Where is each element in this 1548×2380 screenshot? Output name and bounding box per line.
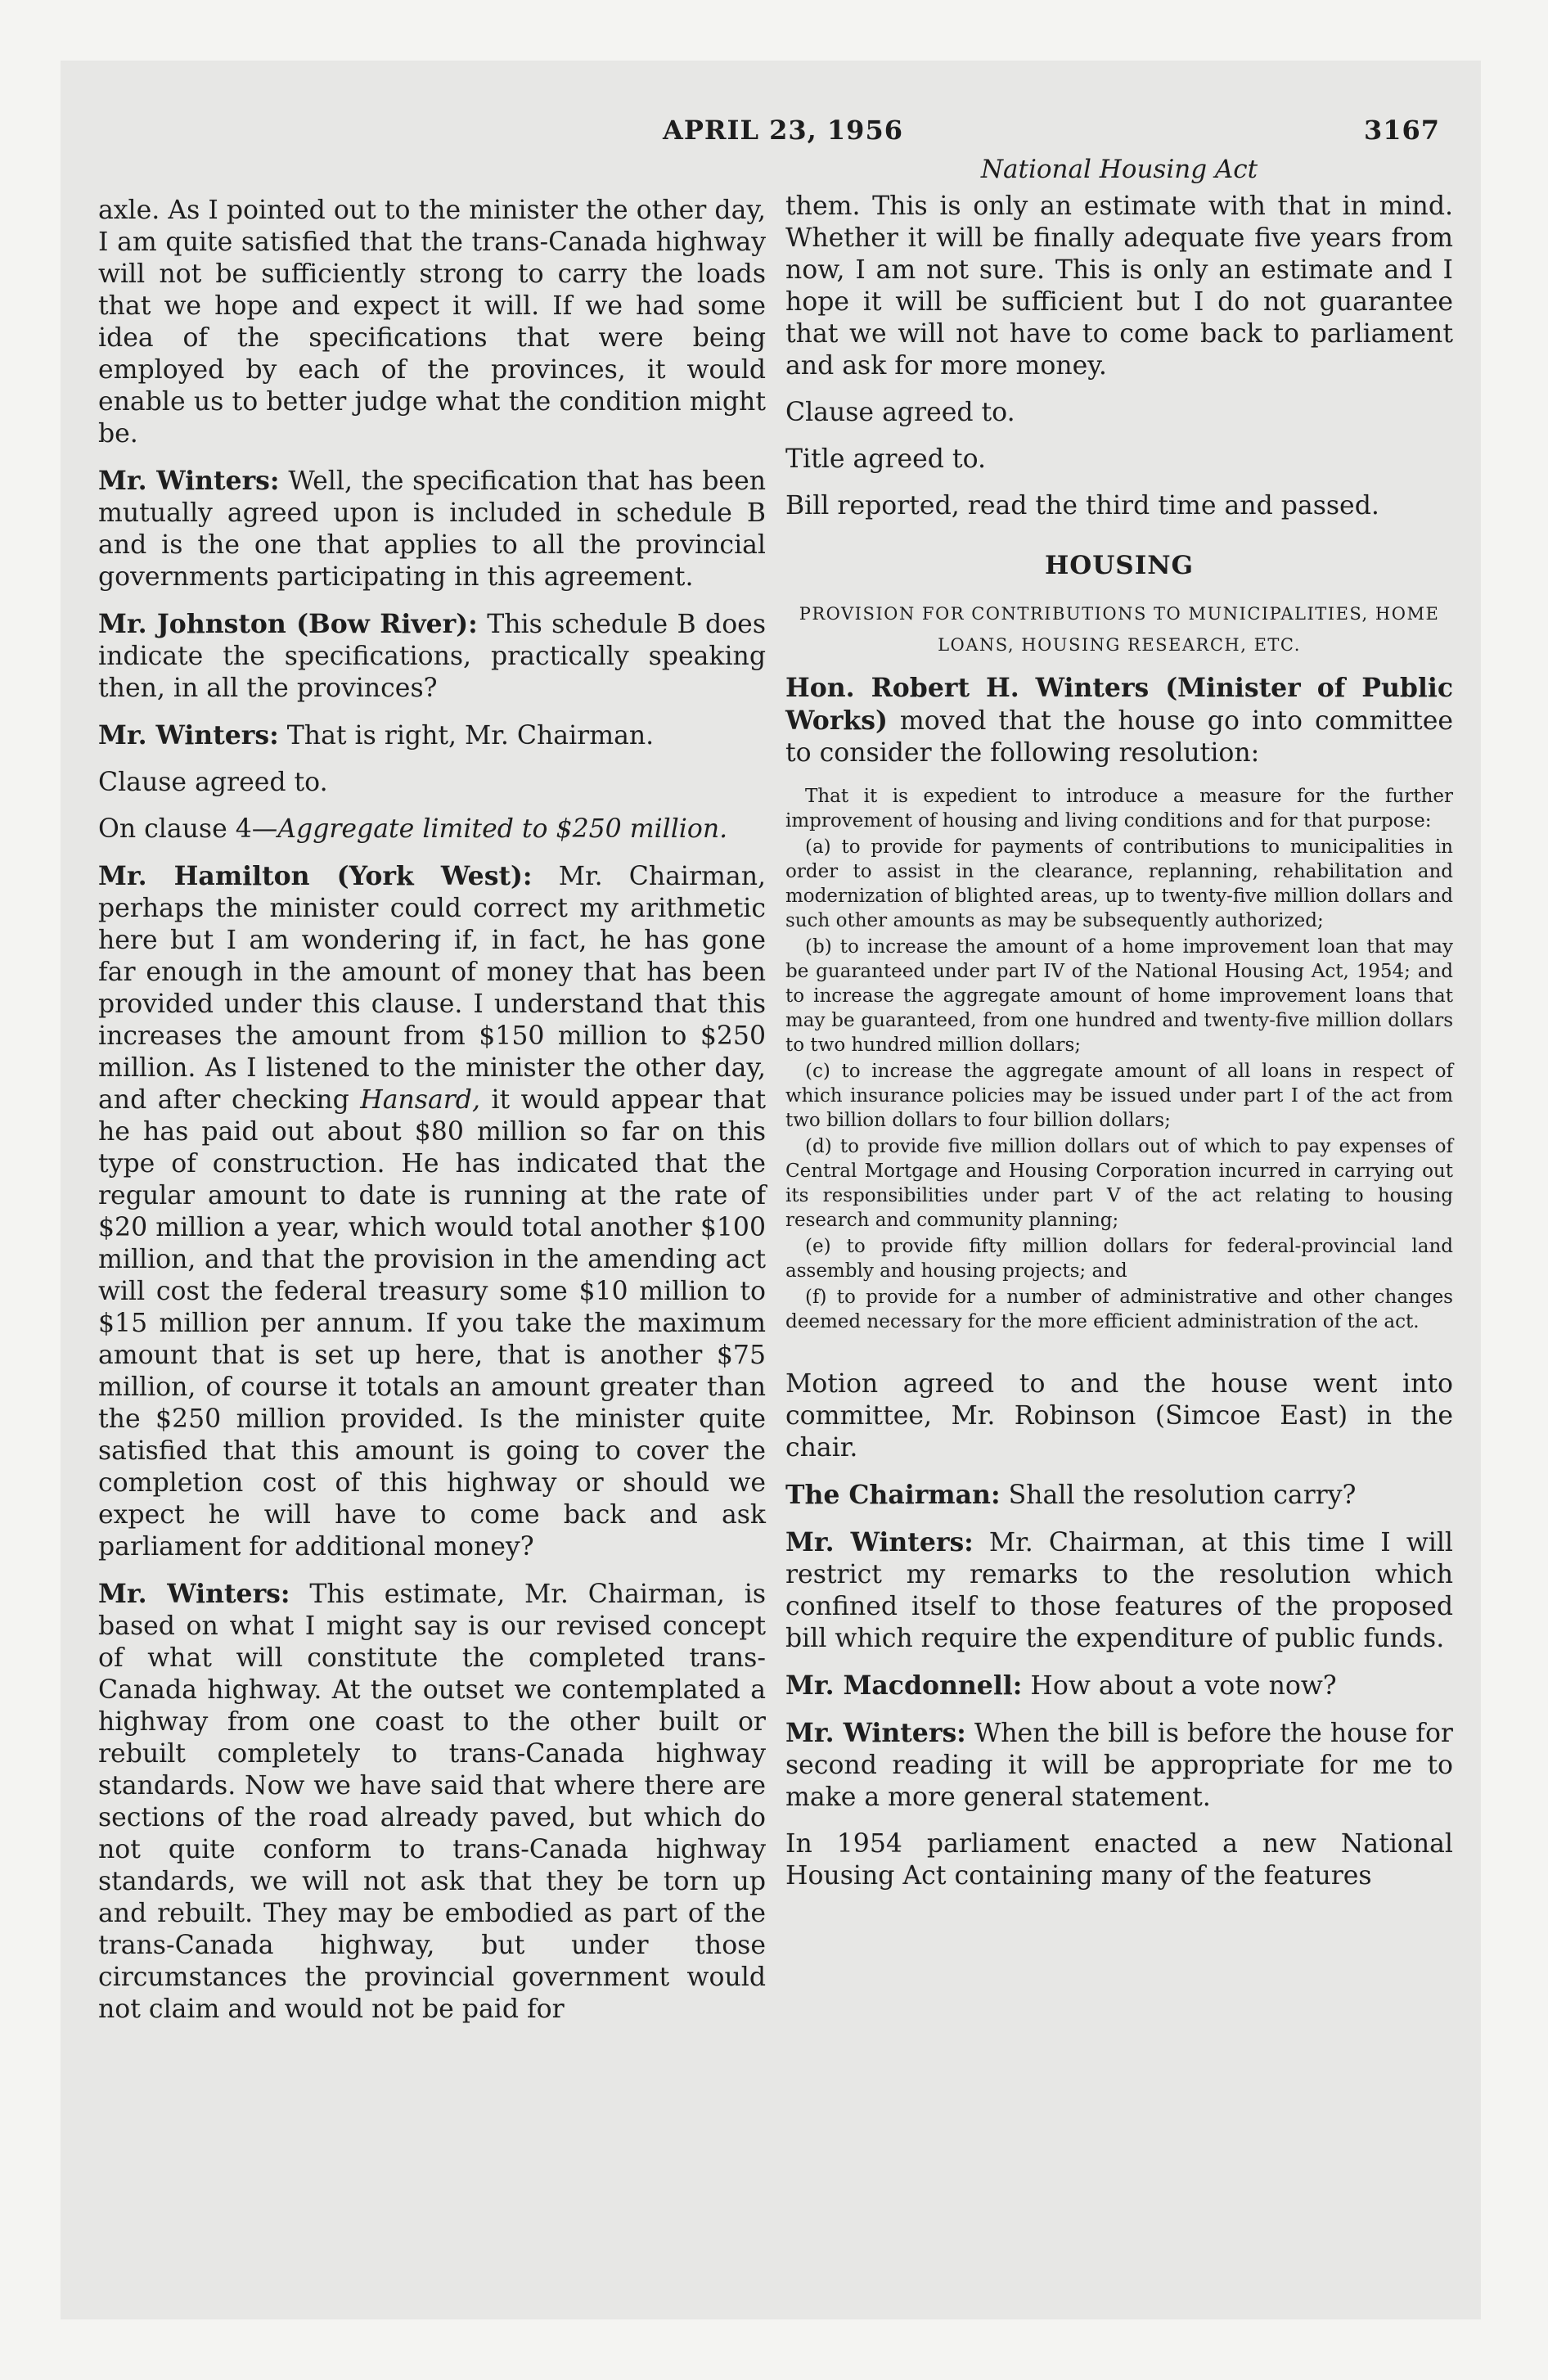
header-date: APRIL 23, 1956 (663, 115, 903, 146)
resolution-item: (a) to provide for payments of contributions to municipalities in order to assist in the clearance, replanning, rehabilitation and modernization of blighted areas, up to twenty-five million dollars and such other amounts as may be subsequently authorized; (785, 836, 1453, 931)
speaker-name: Mr. Winters: (785, 1718, 966, 1748)
section-title: HOUSING (1044, 551, 1195, 580)
paragraph (98, 719, 766, 752)
resolution-item: (e) to provide fifty million dollars for federal-provincial land assembly and housing projects; and (785, 1236, 1453, 1282)
resolution-intro: That it is expedient to introduce a measure for the further improvement of housing and living conditions and for that purpose: (785, 786, 1453, 832)
speech-text: How about a vote now? (1030, 1671, 1337, 1701)
speaker-name: Mr. Winters: (98, 1579, 290, 1609)
speech-text: When the bill is before the house for second reading it will be appropriate for me to make a more general statement. (785, 1719, 1453, 1812)
resolution-item: (f) to provide for a number of administrative and other changes deemed necessary for the more efficient administration of the act. (785, 1287, 1453, 1332)
speech-text: moved that the house go into committee to consider the following resolution: (785, 706, 1453, 768)
clause-heading (98, 814, 766, 845)
speech-text: Shall the resolution carry? (1008, 1481, 1357, 1510)
resolution-item: (c) to increase the aggregate amount of all loans in respect of which insurance policies may be issued under part I of the act from two billion dollars to four billion dollars; (785, 1061, 1453, 1131)
procedural-note: Bill reported, read the third time and passed. (785, 491, 1379, 521)
procedural-note: Clause agreed to. (98, 768, 328, 797)
italic-reference: Hansard, (360, 1085, 480, 1115)
speaker-name: Hon. Robert H. Winters (Minister of Public Works) (785, 673, 1453, 736)
resolution-text (785, 784, 1453, 1334)
paragraph (785, 1526, 1453, 1655)
speaker-name: The Chairman: (785, 1480, 1001, 1510)
clause-title: Aggregate limited to $250 million. (277, 814, 728, 844)
speaker-name: Mr. Winters: (785, 1527, 974, 1557)
speaker-name: Mr. Hamilton (York West): (98, 861, 533, 891)
speech-text: Mr. Chairman, perhaps the minister could correct my arithmetic here but I am wondering if, in fact, he has gone far enough in the amount of money that has been provided under this clause. I understand that this increases the amount from $150 million to $250 million. As I listened to the minister the other day, and after checking (98, 862, 766, 1115)
speech-text: This estimate, Mr. Chairman, is based on what I might say is our revised concept of what will constitute the completed trans-Canada highway. At the outset we contemplated a highway from one coast to the other built or rebuilt completely to trans-Canada highway standards. Now we have said that where there are sections of the road already paved, but which do not quite conform to trans-Canada highway standards, we will not ask that they be torn up and rebuilt. They may be embodied as part of the trans-Canada highway, but under those circumstances the provincial government would not claim and would not be paid for (98, 1580, 766, 2024)
speech-text: This schedule B does indicate the specifications, practically speaking then, in all the provinces? (98, 610, 766, 703)
paragraph (785, 1479, 1453, 1512)
page-number: 3167 (1363, 115, 1440, 146)
speech-text: That is right, Mr. Chairman. (286, 721, 655, 751)
procedural-note: Motion agreed to and the house went into committee, Mr. Robinson (Simcoe East) in the chair. (785, 1369, 1453, 1463)
paragraph (785, 1670, 1453, 1702)
procedural-note: Clause agreed to. (785, 398, 1015, 427)
right-column (785, 154, 1453, 1907)
resolution-item: (d) to provide five million dollars out of which to pay expenses of Central Mortgage and Housing Corporation incurred in carrying out its responsibilities under part V of the act relating to housing research and community planning; (785, 1136, 1453, 1231)
paragraph (785, 1717, 1453, 1814)
left-column (98, 195, 766, 2040)
speaker-name: Mr. Macdonnell: (785, 1670, 1023, 1701)
speaker-name: Mr. Winters: (98, 466, 280, 496)
speaker-name: Mr. Johnston (Bow River): (98, 609, 478, 639)
page-header (98, 115, 1440, 156)
speaker-name: Mr. Winters: (98, 720, 279, 751)
running-title: National Housing Act (980, 155, 1258, 184)
paragraph (98, 465, 766, 593)
paragraph (98, 860, 766, 1563)
paragraph: them. This is only an estimate with that in mind. Whether it will be finally adequate five years from now, I am not sure. This is only an estimate and I hope it will be sufficient but I do not guarantee that we will not have to come back to parliament and ask for more money. (785, 192, 1453, 381)
section-subheading: PROVISION FOR CONTRIBUTIONS TO MUNICIPALITIES, HOME LOANS, HOUSING RESEARCH, ETC. (799, 604, 1440, 655)
paragraph (785, 672, 1453, 769)
speech-text: Well, the specification that has been mutually agreed upon is included in schedule B and is the one that applies to all the provincial governments participating in this agreement. (98, 467, 767, 592)
paragraph: axle. As I pointed out to the minister the other day, I am quite satisfied that the trans-Canada highway will not be sufficiently strong to carry the loads that we hope and expect it will. If we had some idea of the specifications that were being employed by each of the provinces, it would enable us to better judge what the condition might be. (98, 196, 766, 449)
resolution-item: (b) to increase the amount of a home improvement loan that may be guaranteed under part IV of the National Housing Act, 1954; and to increase the aggregate amount of home improvement loans that may be guaranteed, from one hundred and twenty-five million dollars to two hundred million dollars; (785, 936, 1453, 1056)
paragraph: In 1954 parliament enacted a new National Housing Act containing many of the features (785, 1829, 1453, 1891)
speech-text: it would appear that he has paid out about $80 million so far on this type of construction. He has indicated that the regular amount to date is running at the rate of $20 million a year, which would total another $100 million, and that the provision in the amending act will cost the federal treasury some $10 million to $15 million per annum. If you take the maximum amount that is set up here, that is another $75 million, of course it totals an amount greater than the $250 million provided. Is the minister quite satisfied that this amount is going to cover the completion cost of this highway or should we expect he will have to come back and ask parliament for additional money? (98, 1085, 767, 1562)
paragraph (98, 1578, 766, 2026)
speech-text: Mr. Chairman, at this time I will restrict my remarks to the resolution which confined itself to those features of the proposed bill which require the expenditure of public funds. (785, 1528, 1453, 1653)
procedural-note: Title agreed to. (785, 444, 987, 474)
clause-prefix: On clause 4— (98, 814, 278, 844)
paragraph (98, 608, 766, 705)
